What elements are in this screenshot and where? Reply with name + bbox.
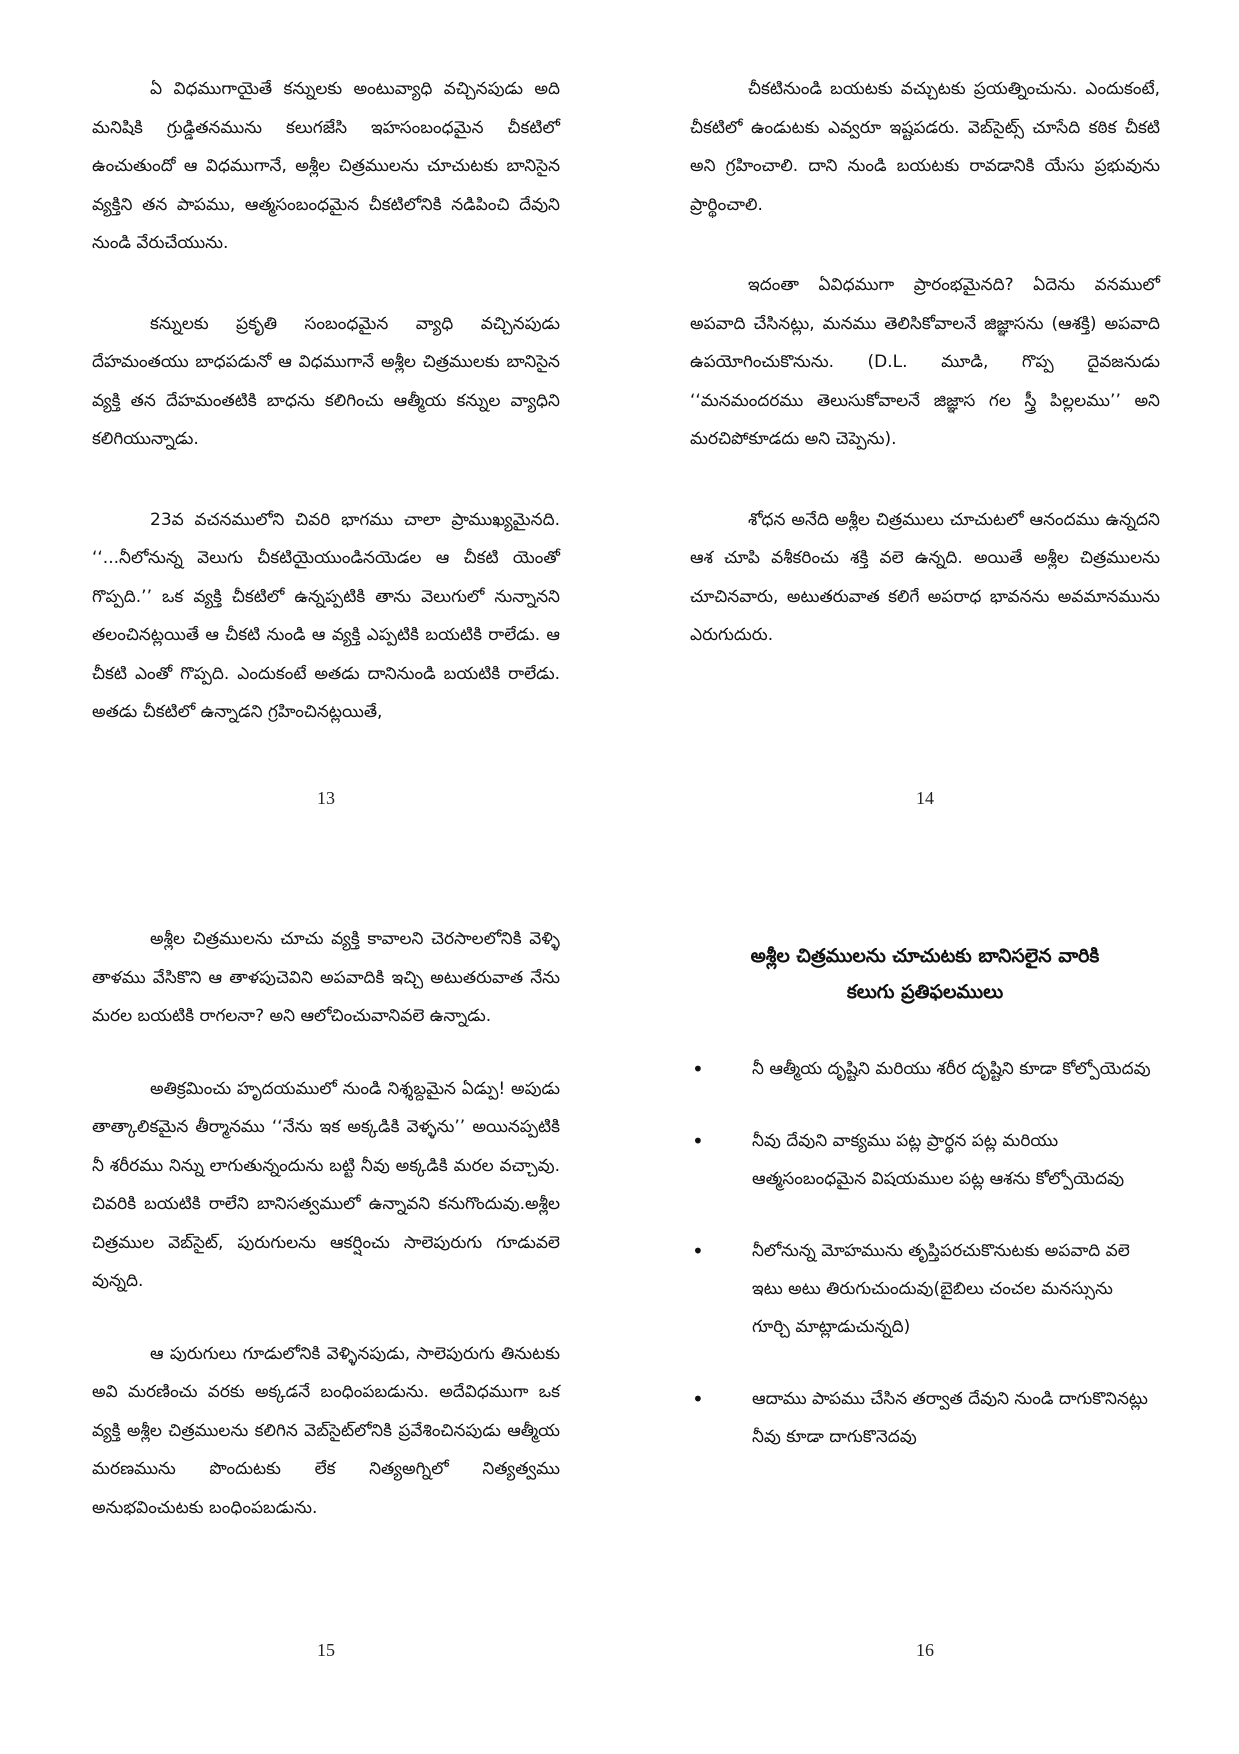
bullet-icon: • (692, 1129, 704, 1153)
paragraph: ఆ పురుగులు గూడులోనికి వెళ్ళినపుడు, సాలెపురుగు తినుటకు అవి మరణించు వరకు అక్కడనే బంధింపబడును. అదేవిధముగా ఒక వ్యక్తి అశ్లీల చిత్రములను కలిగిన వెబ్‌సైట్‌లోనికి ప్రవేశించినపుడు ఆత్మీయ మరణమును పొందుటకు లేక నిత్యఅగ్నిలో నిత్యత్వము అనుభవించుటకు బంధింపబడును. (92, 1343, 560, 1518)
list-item (690, 1380, 1160, 1456)
heading-line: అశ్లీల చిత్రములను చూచుటకు బానిసలైన వారికి (750, 945, 1100, 967)
list-item-text: నీలోనున్న మోహమును తృప్తిపరచుకొనుటకు అపవాది వలె ఇటు అటు తిరుగుచుందువు(బైబిలు చంచల మనస్సును గూర్చి మాట్లాడుచున్నది) (752, 1241, 1130, 1337)
page-number: 13 (317, 788, 335, 808)
list-item (690, 1050, 1160, 1088)
list-item-text: ఆదాము పాపము చేసిన తర్వాత దేవుని నుండి దాగుకొనినట్లు నీవు కూడా దాగుకొనెదవు (752, 1389, 1148, 1447)
paragraph: 23వ వచనములోని చివరి భాగము చాలా ప్రాముఖ్యమైనది. ‘‘...నీలోనున్న వెలుగు చీకటియైయుండినయెడల ఆ చీకటి యెంతో గొప్పది.’’ ఒక వ్యక్తి చీకటిలో ఉన్నప్పటికి తాను వెలుగులో నున్నానని తలంచినట్లయితే ఆ చీకటి నుండి ఆ వ్యక్తి ఎప్పటికి బయటికి రాలేడు. ఆ చీకటి ఎంతో గొప్పది. ఎందుకంటే అతడు దానినుండి బయటికి రాలేడు. అతడు చీకటిలో ఉన్నాడని గ్రహించినట్లయితే, (92, 509, 560, 722)
page-13 (92, 70, 560, 830)
list-item (690, 1122, 1160, 1198)
page-number: 14 (916, 788, 934, 808)
paragraph: ఏ విధముగాయైతే కన్నులకు అంటువ్యాధి వచ్చినపుడు అది మనిషికి గ్రుడ్డితనమును కలుగజేసి ఇహసంబంధమైన చీకటిలో ఉంచుతుందో ఆ విధముగానే, అశ్లీల చిత్రములను చూచుటకు బానిసైన వ్యక్తిని తన పాపము, ఆత్మసంబంధమైన చీకటిలోనికి నడిపించి దేవుని నుండి వేరుచేయును. (92, 79, 560, 253)
page-14 (690, 70, 1160, 830)
bullet-icon: • (692, 1239, 704, 1263)
list-item-text: నీ ఆత్మీయ దృష్టిని మరియు శరీర దృష్టిని కూడా కోల్పోయెదవు (752, 1059, 1151, 1079)
list-item (690, 1232, 1160, 1346)
bullet-icon: • (692, 1387, 704, 1411)
bullet-icon: • (692, 1057, 704, 1081)
paragraph: అతిక్రమించు హృదయములో నుండి నిశ్శబ్దమైన ఏడ్పు! అపుడు తాత్కాలికమైన తీర్మానము ‘‘నేను ఇక అక్కడికి వెళ్ళను’’ అయినప్పటికి నీ శరీరము నిన్ను లాగుతున్నందును బట్టి నీవు అక్కడికి మరల వచ్చావు. చివరికి బయటికి రాలేని బానిసత్వములో ఉన్నావని కనుగొందువు.అశ్లీల చిత్రముల వెబ్‌సైట్, పురుగులను ఆకర్షించు సాలెపురుగు గూడువలె వున్నది. (92, 1078, 560, 1291)
paragraph: అశ్లీల చిత్రములను చూచు వ్యక్తి కావాలని చెరసాలలోనికి వెళ్ళి తాళము వేసికొని ఆ తాళపుచెవిని అపవాదికి ఇచ్చి అటుతరువాత నేను మరల బయటికి రాగలనా? అని ఆలోచించువానివలె ఉన్నాడు. (92, 929, 560, 1026)
page-number: 16 (916, 1640, 934, 1660)
heading-line: కలుగు ప్రతిఫలములు (846, 981, 1004, 1003)
page-15 (92, 920, 560, 1700)
section-heading (690, 938, 1160, 1010)
paragraph: చీకటినుండి బయటకు వచ్చుటకు ప్రయత్నించును. ఎందుకంటే, చీకటిలో ఉండుటకు ఎవ్వరూ ఇష్టపడరు. వెబ్‌సైట్స్ చూసేది కఠిక చీకటి అని గ్రహించాలి. దాని నుండి బయటకు రావడానికి యేసు ప్రభువును ప్రార్థించాలి. (690, 79, 1160, 215)
list-item-text: నీవు దేవుని వాక్యము పట్ల ప్రార్థన పట్ల మరియు ఆత్మసంబంధమైన విషయముల పట్ల ఆశను కోల్పోయెదవు (752, 1131, 1125, 1189)
paragraph: కన్నులకు ప్రకృతి సంబంధమైన వ్యాధి వచ్చినపుడు దేహమంతయు బాధపడునో ఆ విధముగానే అశ్లీల చిత్రములకు బానిసైన వ్యక్తి తన దేహమంతటికి బాధను కలిగించు ఆత్మీయ కన్నుల వ్యాధిని కలిగియున్నాడు. (92, 313, 560, 449)
page-16 (690, 920, 1160, 1700)
page-number: 15 (317, 1640, 335, 1660)
consequences-list (690, 1050, 1160, 1456)
paragraph: ఇదంతా ఏవిధముగా ప్రారంభమైనది? ఏదెను వనములో అపవాది చేసినట్లు, మనము తెలిసికోవాలనే జిజ్ఞాసను (ఆశక్తి) అపవాది ఉపయోగించుకొనును. (D.L. మూడి, గొప్ప దైవజనుడు ‘‘మనమందరము తెలుసుకోవాలనే జిజ్ఞాస గల స్త్రీ పిల్లలము’’ అని మరచిపోకూడదు అని చెప్పెను). (690, 275, 1160, 449)
paragraph: శోధన అనేది అశ్లీల చిత్రములు చూచుటలో ఆనందము ఉన్నదని ఆశ చూపి వశీకరించు శక్తి వలె ఉన్నది. అయితే అశ్లీల చిత్రములను చూచినవారు, అటుతరువాత కలిగే అపరాధ భావనను అవమానమును ఎరుగుదురు. (690, 509, 1160, 645)
